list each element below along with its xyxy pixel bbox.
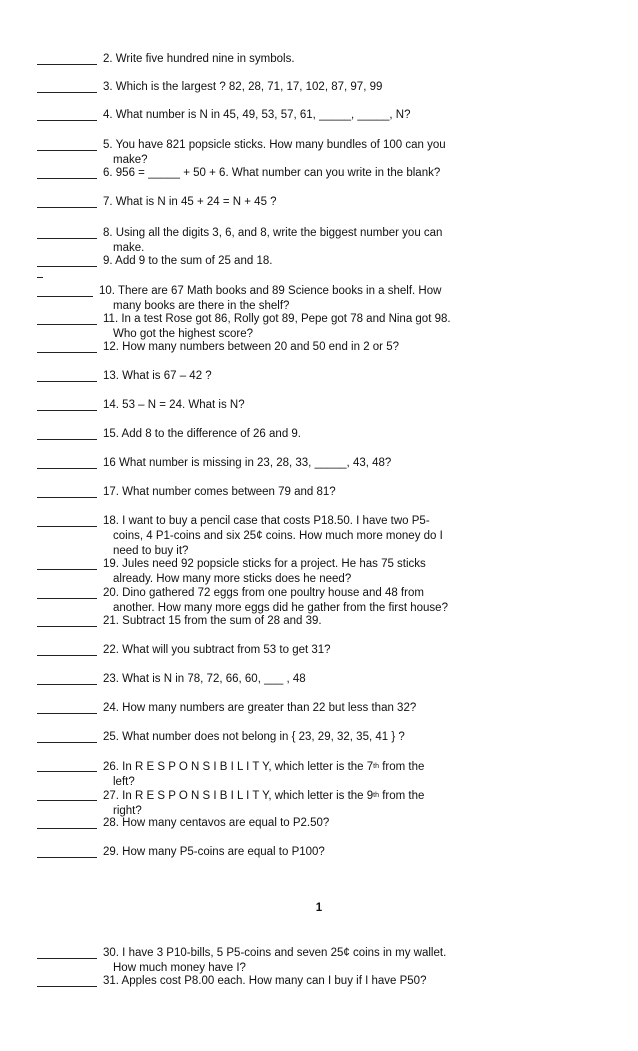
question-text: 8. Using all the digits 3, 6, and 8, write the biggest number you can xyxy=(103,227,443,239)
question-5 xyxy=(37,138,597,168)
question-text: 31. Apples cost P8.00 each. How many can I buy if I have P50? xyxy=(103,975,427,987)
answer-blank[interactable] xyxy=(37,428,97,440)
question-text: 27. In R E S P O N S I B I L I T Y, which letter is the 9th from the xyxy=(103,790,425,802)
answer-blank[interactable] xyxy=(37,587,97,599)
question-text: 4. What number is N in 45, 49, 53, 57, 61, _____, _____, N? xyxy=(103,109,411,121)
question-18 xyxy=(37,514,597,559)
question-text-continued: right? xyxy=(113,805,142,817)
answer-blank[interactable] xyxy=(37,285,93,297)
answer-blank[interactable] xyxy=(37,341,97,353)
question-text: 15. Add 8 to the difference of 26 and 9. xyxy=(103,428,301,440)
question-6 xyxy=(37,166,597,181)
question-text: 16 What number is missing in 23, 28, 33, _____, 43, 48? xyxy=(103,457,392,469)
answer-blank[interactable] xyxy=(37,196,97,208)
question-26 xyxy=(37,759,597,790)
answer-blank[interactable] xyxy=(37,313,97,325)
answer-blank[interactable] xyxy=(37,673,97,685)
answer-blank[interactable] xyxy=(37,109,97,121)
question-text: 17. What number comes between 79 and 81? xyxy=(103,486,336,498)
question-text: 13. What is 67 – 42 ? xyxy=(103,370,212,382)
question-4 xyxy=(37,108,597,123)
question-text: 29. How many P5-coins are equal to P100? xyxy=(103,846,325,858)
question-21 xyxy=(37,614,597,629)
question-10 xyxy=(37,284,597,314)
question-text: 14. 53 – N = 24. What is N? xyxy=(103,399,245,411)
question-text: 30. I have 3 P10-bills, 5 P5-coins and seven 25¢ coins in my wallet. xyxy=(103,947,447,959)
question-16 xyxy=(37,456,597,471)
answer-blank[interactable] xyxy=(37,947,97,959)
answer-blank[interactable] xyxy=(37,615,97,627)
question-text: 24. How many numbers are greater than 22 but less than 32? xyxy=(103,702,417,714)
question-29 xyxy=(37,845,597,860)
question-31 xyxy=(37,974,597,989)
question-9 xyxy=(37,254,597,269)
question-text-continued: make. xyxy=(113,242,145,254)
question-text: 28. How many centavos are equal to P2.50? xyxy=(103,817,330,829)
question-text-continued: make? xyxy=(113,154,148,166)
question-text: 2. Write five hundred nine in symbols. xyxy=(103,53,295,65)
answer-blank[interactable] xyxy=(37,702,97,714)
question-text: 3. Which is the largest ? 82, 28, 71, 17, 102, 87, 97, 99 xyxy=(103,81,383,93)
question-text-continued: How much money have I? xyxy=(113,962,246,974)
question-20 xyxy=(37,586,597,616)
question-text: 9. Add 9 to the sum of 25 and 18. xyxy=(103,255,273,267)
answer-blank[interactable] xyxy=(37,731,97,743)
question-text-continued: Who got the highest score? xyxy=(113,328,253,340)
question-text: 23. What is N in 78, 72, 66, 60, ___ , 48 xyxy=(103,673,306,685)
answer-blank[interactable] xyxy=(37,139,97,151)
answer-blank[interactable] xyxy=(37,515,97,527)
question-text-continued: left? xyxy=(113,776,135,788)
stray-underscore xyxy=(37,277,43,278)
question-27 xyxy=(37,788,597,819)
question-text: 6. 956 = _____ + 50 + 6. What number can you write in the blank? xyxy=(103,167,441,179)
answer-blank[interactable] xyxy=(37,760,97,772)
answer-blank[interactable] xyxy=(37,486,97,498)
answer-blank[interactable] xyxy=(37,370,97,382)
answer-blank[interactable] xyxy=(37,817,97,829)
answer-blank[interactable] xyxy=(37,789,97,801)
question-text: 10. There are 67 Math books and 89 Science books in a shelf. How xyxy=(99,285,442,297)
question-text-continued: another. How many more eggs did he gather from the first house? xyxy=(113,602,448,614)
answer-blank[interactable] xyxy=(37,399,97,411)
question-22 xyxy=(37,643,597,658)
question-text: 7. What is N in 45 + 24 = N + 45 ? xyxy=(103,196,277,208)
question-28 xyxy=(37,816,597,831)
question-text-continued: already. How many more sticks does he need? xyxy=(113,573,352,585)
answer-blank[interactable] xyxy=(37,558,97,570)
question-12 xyxy=(37,340,597,355)
answer-blank[interactable] xyxy=(37,255,97,267)
question-3 xyxy=(37,80,597,95)
question-text: 26. In R E S P O N S I B I L I T Y, which letter is the 7th from the xyxy=(103,761,425,773)
answer-blank[interactable] xyxy=(37,975,97,987)
question-text: 18. I want to buy a pencil case that costs P18.50. I have two P5- xyxy=(103,515,430,527)
answer-blank[interactable] xyxy=(37,81,97,93)
question-text: 11. In a test Rose got 86, Rolly got 89, Pepe got 78 and Nina got 98. xyxy=(103,313,451,325)
question-17 xyxy=(37,485,597,500)
question-24 xyxy=(37,701,597,716)
answer-blank[interactable] xyxy=(37,53,97,65)
answer-blank[interactable] xyxy=(37,167,97,179)
question-text: 20. Dino gathered 72 eggs from one poultry house and 48 from xyxy=(103,587,424,599)
question-text: 12. How many numbers between 20 and 50 end in 2 or 5? xyxy=(103,341,399,353)
question-text-continued: many books are there in the shelf? xyxy=(113,300,290,312)
question-text-continued: coins, 4 P1-coins and six 25¢ coins. How much more money do I xyxy=(113,530,443,542)
answer-blank[interactable] xyxy=(37,846,97,858)
question-30 xyxy=(37,946,597,976)
question-text-continued: need to buy it? xyxy=(113,545,189,557)
question-19 xyxy=(37,557,597,587)
question-text: 22. What will you subtract from 53 to get 31? xyxy=(103,644,331,656)
question-14 xyxy=(37,398,597,413)
question-25 xyxy=(37,730,597,745)
question-text: 21. Subtract 15 from the sum of 28 and 39. xyxy=(103,615,322,627)
question-23 xyxy=(37,672,597,687)
question-7 xyxy=(37,195,597,210)
question-2 xyxy=(37,52,597,67)
question-text: 25. What number does not belong in { 23, 29, 32, 35, 41 } ? xyxy=(103,731,405,743)
question-11 xyxy=(37,312,597,342)
question-8 xyxy=(37,226,597,256)
answer-blank[interactable] xyxy=(37,227,97,239)
question-15 xyxy=(37,427,597,442)
answer-blank[interactable] xyxy=(37,457,97,469)
question-13 xyxy=(37,369,597,384)
question-text: 5. You have 821 popsicle sticks. How many bundles of 100 can you xyxy=(103,139,446,151)
answer-blank[interactable] xyxy=(37,644,97,656)
page-number: 1 xyxy=(315,902,323,914)
question-text: 19. Jules need 92 popsicle sticks for a project. He has 75 sticks xyxy=(103,558,426,570)
